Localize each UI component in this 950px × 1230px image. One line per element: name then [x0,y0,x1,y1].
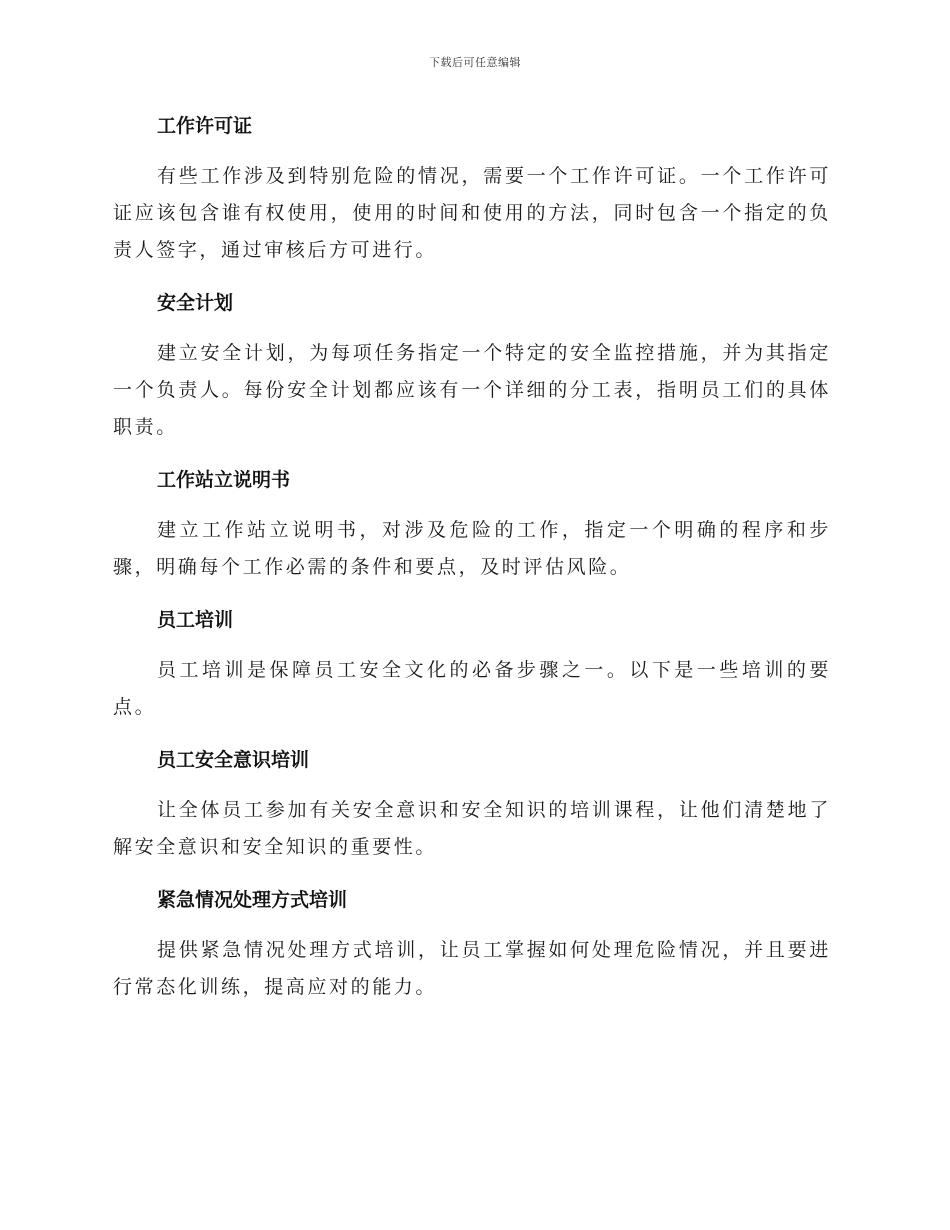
page-header-note: 下载后可任意编辑 [429,56,521,69]
section-paragraph: 员工培训是保障员工安全文化的必备步骤之一。以下是一些培训的要点。 [113,659,831,718]
section-emergency-training [113,882,831,1006]
section-heading: 员工培训 [157,609,234,631]
section-heading: 工作许可证 [157,115,253,137]
section-safety-plan [113,285,831,446]
section-heading: 紧急情况处理方式培训 [157,889,348,911]
section-paragraph: 建立安全计划，为每项任务指定一个特定的安全监控措施，并为其指定一个负责人。每份安全计划都应该有一个详细的分工表，指明员工们的具体职责。 [113,342,831,438]
section-paragraph: 提供紧急情况处理方式培训，让员工掌握如何处理危险情况，并且要进行常态化训练，提高应对的能力。 [113,939,831,998]
section-employee-training [113,602,831,726]
section-paragraph: 有些工作涉及到特别危险的情况，需要一个工作许可证。一个工作许可证应该包含谁有权使用，使用的时间和使用的方法，同时包含一个指定的负责人签字，通过审核后方可进行。 [113,165,831,261]
section-heading: 员工安全意识培训 [157,749,310,771]
section-safety-awareness-training [113,742,831,866]
section-work-permit [113,108,831,269]
section-workstation-instructions [113,462,831,586]
section-paragraph: 建立工作站立说明书，对涉及危险的工作，指定一个明确的程序和步骤，明确每个工作必需的条件和要点，及时评估风险。 [113,519,831,578]
document-content [113,108,831,1022]
section-paragraph: 让全体员工参加有关安全意识和安全知识的培训课程，让他们清楚地了解安全意识和安全知识的重要性。 [113,799,831,858]
section-heading: 安全计划 [157,292,234,314]
section-heading: 工作站立说明书 [157,469,291,491]
